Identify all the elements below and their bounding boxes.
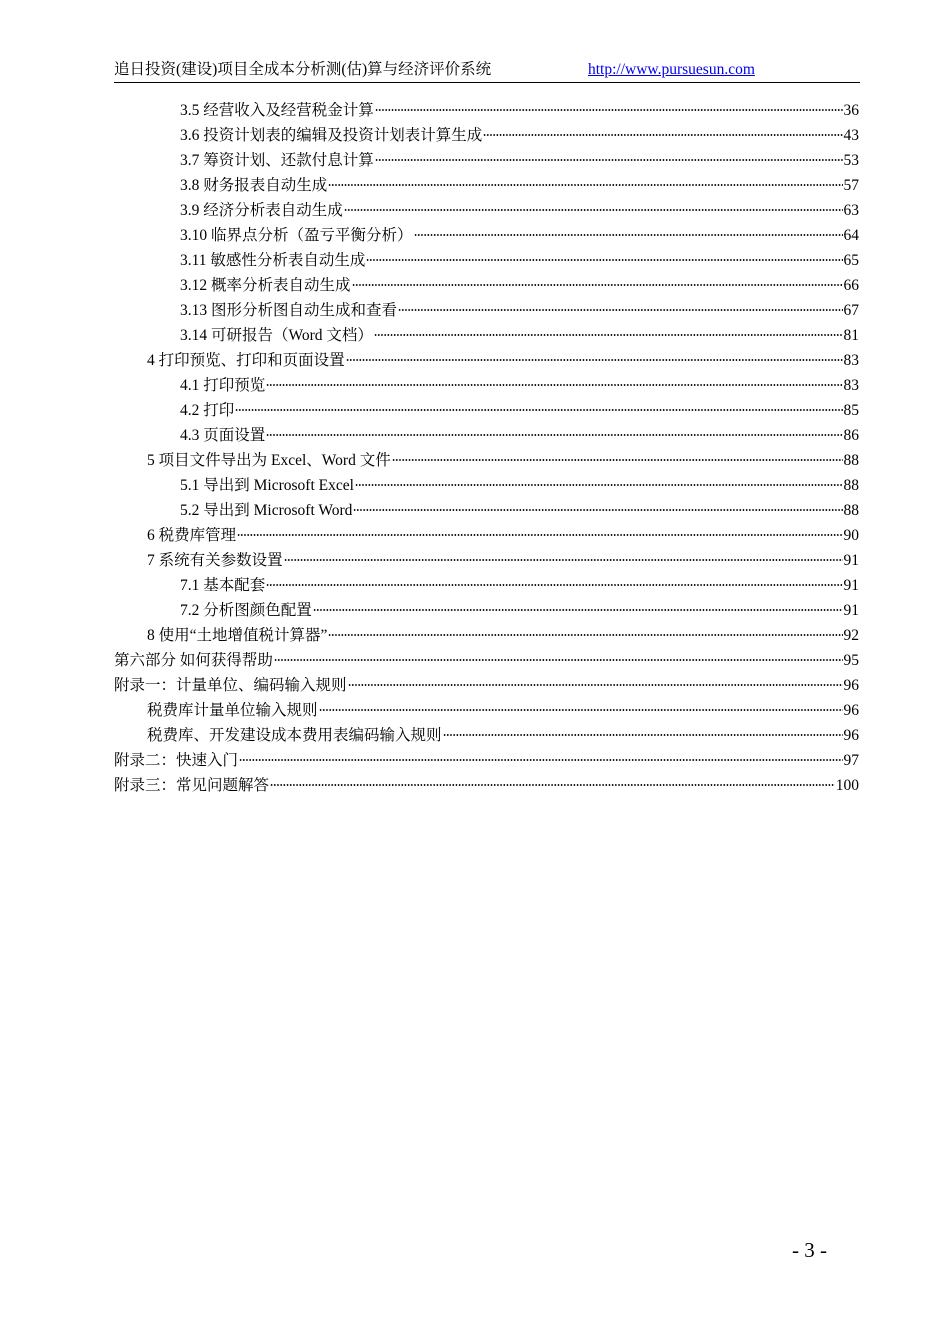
toc-entry[interactable] (114, 323, 859, 348)
toc-entry[interactable] (114, 248, 859, 273)
dot-leader (353, 509, 842, 511)
toc-entry-page-number: 97 (843, 752, 859, 769)
toc-entry-title: 3.7 筹资计划、还款付息计算 (180, 152, 374, 169)
toc-entry-title: 第六部分 如何获得帮助 (114, 652, 273, 669)
dot-leader (266, 584, 842, 586)
toc-entry-page-number: 100 (835, 777, 859, 794)
toc-entry[interactable] (114, 773, 859, 798)
toc-entry-page-number: 64 (843, 227, 859, 244)
toc-entry-title: 3.8 财务报表自动生成 (180, 177, 328, 194)
toc-entry-title: 7.2 分析图颜色配置 (180, 602, 312, 619)
toc-entry-title: 附录一：计量单位、编码输入规则 (114, 677, 347, 694)
toc-entry[interactable] (114, 473, 859, 498)
toc-entry-title: 4.1 打印预览 (180, 377, 266, 394)
dot-leader (375, 109, 843, 111)
toc-entry[interactable] (114, 548, 859, 573)
dot-leader (344, 209, 843, 211)
dot-leader (375, 159, 843, 161)
dot-leader (274, 659, 843, 661)
dot-leader (366, 259, 842, 261)
dot-leader (414, 234, 843, 236)
toc-entry[interactable] (114, 273, 859, 298)
toc-entry-page-number: 88 (843, 477, 859, 494)
toc-entry-page-number: 83 (843, 377, 859, 394)
toc-entry-title: 7.1 基本配套 (180, 577, 266, 594)
dot-leader (266, 384, 842, 386)
dot-leader (374, 334, 843, 336)
toc-entry-title: 3.14 可研报告（Word 文档） (180, 327, 373, 344)
dot-leader (235, 409, 842, 411)
dot-leader (483, 134, 842, 136)
dot-leader (319, 709, 843, 711)
toc-entry-title: 5 项目文件导出为 Excel、Word 文件 (147, 452, 391, 469)
toc-entry-title: 3.10 临界点分析（盈亏平衡分析） (180, 227, 413, 244)
toc-entry-page-number: 91 (843, 552, 859, 569)
toc-entry-page-number: 92 (843, 627, 859, 644)
toc-entry-title: 附录二：快速入门 (114, 752, 239, 769)
toc-entry-page-number: 36 (843, 102, 859, 119)
toc-entry-title: 附录三：常见问题解答 (114, 777, 270, 794)
toc-entry-page-number: 83 (843, 352, 859, 369)
toc-entry-page-number: 91 (843, 577, 859, 594)
toc-entry[interactable] (114, 373, 859, 398)
toc-entry[interactable] (114, 448, 859, 473)
table-of-contents (114, 98, 859, 798)
page-header (114, 60, 860, 83)
toc-entry-title: 8 使用“土地增值税计算器” (147, 627, 328, 644)
toc-entry[interactable] (114, 598, 859, 623)
toc-entry[interactable] (114, 498, 859, 523)
toc-entry-title: 3.12 概率分析表自动生成 (180, 277, 351, 294)
toc-entry-page-number: 95 (843, 652, 859, 669)
toc-entry-title: 3.5 经营收入及经营税金计算 (180, 102, 374, 119)
dot-leader (355, 484, 843, 486)
toc-entry-page-number: 96 (843, 727, 859, 744)
toc-entry-page-number: 43 (843, 127, 859, 144)
dot-leader (328, 634, 842, 636)
toc-entry[interactable] (114, 198, 859, 223)
toc-entry[interactable] (114, 148, 859, 173)
toc-entry[interactable] (114, 673, 859, 698)
toc-entry-page-number: 67 (843, 302, 859, 319)
toc-entry-page-number: 88 (843, 502, 859, 519)
toc-entry-page-number: 63 (843, 202, 859, 219)
toc-entry-title: 6 税费库管理 (147, 527, 237, 544)
toc-entry[interactable] (114, 298, 859, 323)
website-link[interactable]: http://www.pursuesun.com (588, 61, 755, 78)
toc-entry-page-number: 88 (843, 452, 859, 469)
dot-leader (239, 759, 842, 761)
toc-entry[interactable] (114, 173, 859, 198)
toc-entry[interactable] (114, 423, 859, 448)
toc-entry-page-number: 57 (843, 177, 859, 194)
dot-leader (443, 734, 843, 736)
dot-leader (348, 684, 843, 686)
toc-entry-title: 4.3 页面设置 (180, 427, 266, 444)
dot-leader (313, 609, 843, 611)
toc-entry[interactable] (114, 648, 859, 673)
dot-leader (284, 559, 843, 561)
toc-entry[interactable] (114, 348, 859, 373)
toc-entry[interactable] (114, 223, 859, 248)
toc-entry-page-number: 53 (843, 152, 859, 169)
toc-entry[interactable] (114, 398, 859, 423)
toc-entry-title: 5.2 导出到 Microsoft Word (180, 502, 353, 519)
dot-leader (392, 459, 843, 461)
toc-entry-title: 4 打印预览、打印和页面设置 (147, 352, 345, 369)
dot-leader (346, 359, 843, 361)
dot-leader (237, 534, 842, 536)
document-title: 追日投资(建设)项目全成本分析测(估)算与经济评价系统 (114, 61, 492, 78)
toc-entry-page-number: 96 (843, 677, 859, 694)
dot-leader (352, 284, 843, 286)
toc-entry[interactable] (114, 698, 859, 723)
toc-entry-title: 3.9 经济分析表自动生成 (180, 202, 343, 219)
toc-entry-title: 7 系统有关参数设置 (147, 552, 283, 569)
toc-entry-page-number: 91 (843, 602, 859, 619)
toc-entry[interactable] (114, 523, 859, 548)
toc-entry-page-number: 90 (843, 527, 859, 544)
toc-entry[interactable] (114, 98, 859, 123)
toc-entry[interactable] (114, 123, 859, 148)
dot-leader (266, 434, 842, 436)
dot-leader (270, 784, 835, 786)
toc-entry-title: 3.11 敏感性分析表自动生成 (180, 252, 366, 269)
toc-entry-page-number: 81 (843, 327, 859, 344)
toc-entry[interactable] (114, 748, 859, 773)
toc-entry-title: 税费库计量单位输入规则 (147, 702, 318, 719)
dot-leader (328, 184, 842, 186)
toc-entry-title: 5.1 导出到 Microsoft Excel (180, 477, 354, 494)
toc-entry-title: 3.13 图形分析图自动生成和查看 (180, 302, 398, 319)
toc-entry-page-number: 65 (843, 252, 859, 269)
toc-entry-page-number: 86 (843, 427, 859, 444)
toc-entry[interactable] (114, 573, 859, 598)
page-number: - 3 - (792, 1238, 827, 1262)
toc-entry-page-number: 85 (843, 402, 859, 419)
toc-entry-page-number: 66 (843, 277, 859, 294)
toc-entry-title: 3.6 投资计划表的编辑及投资计划表计算生成 (180, 127, 483, 144)
toc-entry-title: 税费库、开发建设成本费用表编码输入规则 (147, 727, 442, 744)
toc-entry-page-number: 96 (843, 702, 859, 719)
toc-entry[interactable] (114, 723, 859, 748)
toc-entry-title: 4.2 打印 (180, 402, 235, 419)
toc-entry[interactable] (114, 623, 859, 648)
dot-leader (398, 309, 842, 311)
